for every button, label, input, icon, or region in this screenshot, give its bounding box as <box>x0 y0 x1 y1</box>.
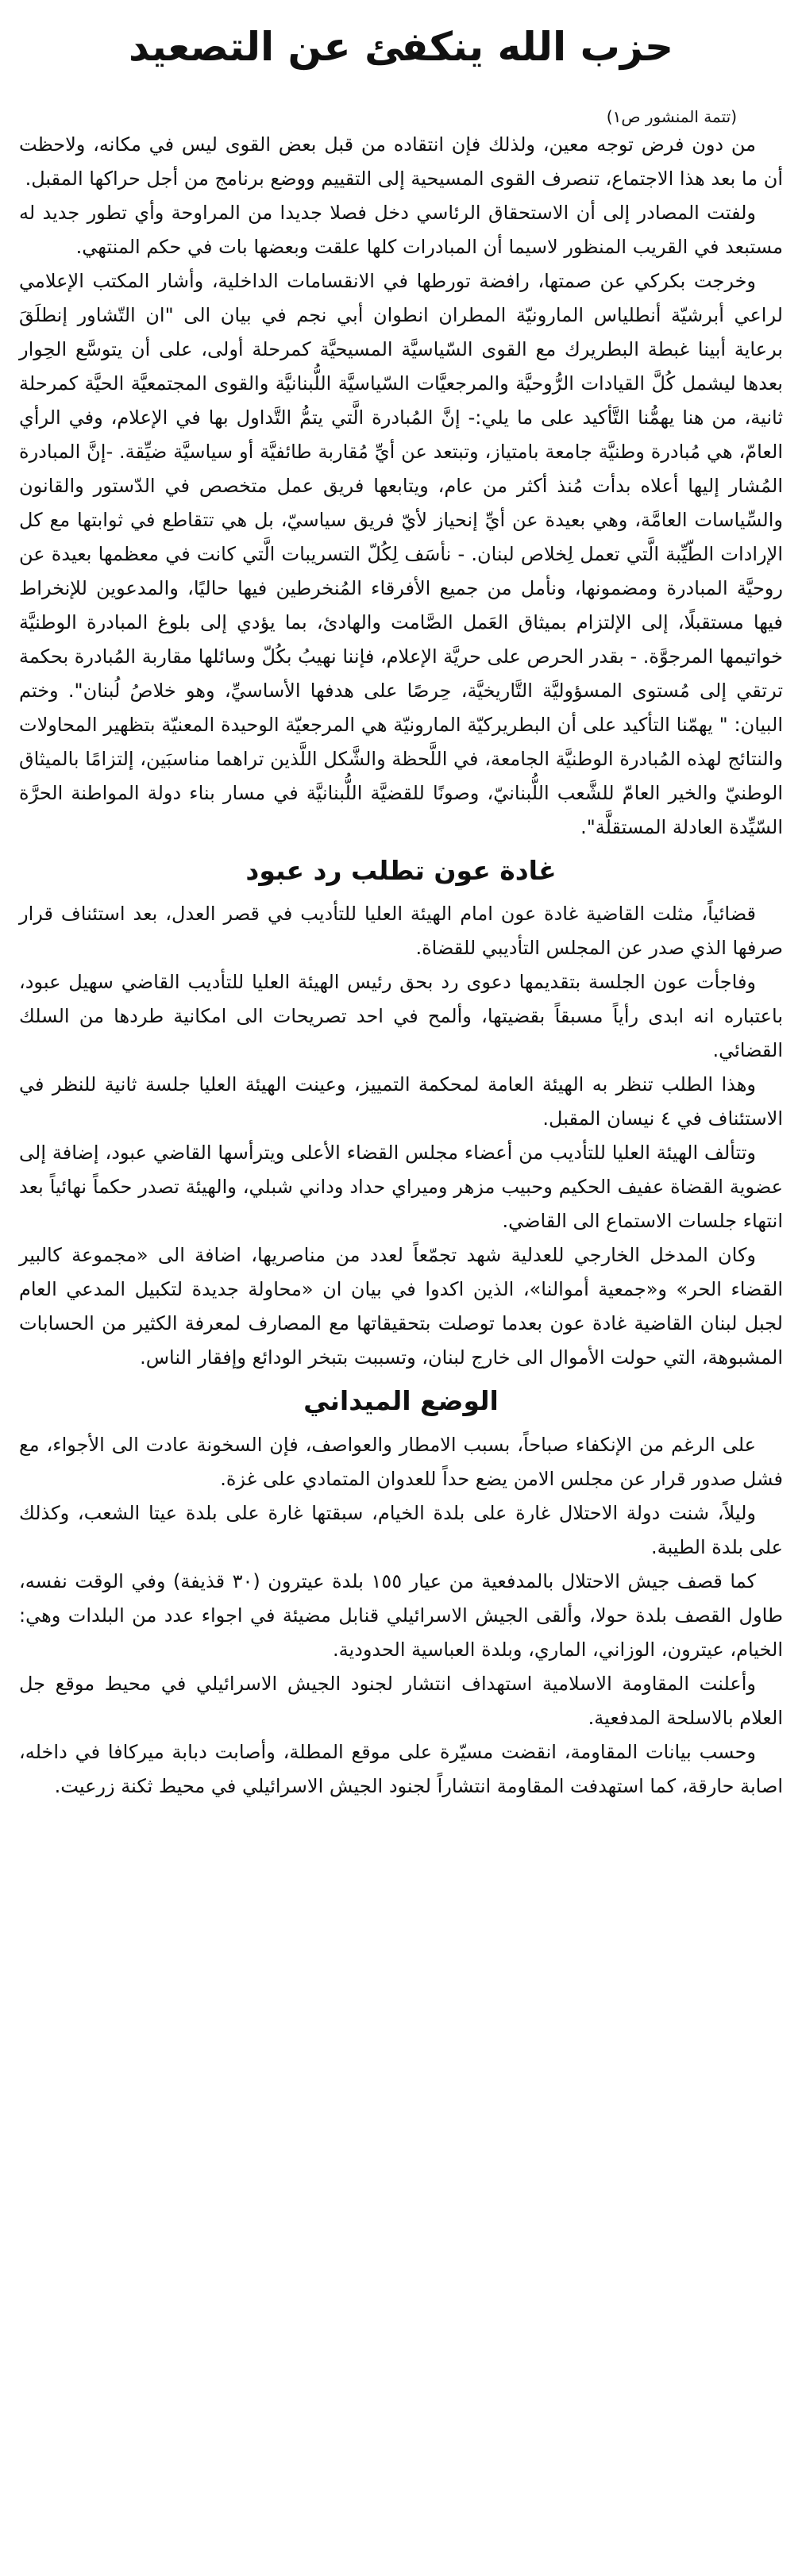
paragraph: وخرجت بكركي عن صمتها، رافضة تورطها في الانقسامات الداخلية، وأشار المكتب الإعلامي لراعي أبرشيّة أنطلياس المارونيّة المطران انطوان أبي نجم في بيان الى "ان التّشاور إنطلَقَ برعاية أبينا غبطة البطريرك مع القوى السّياسيَّة المسيحيَّة كمرحلة أولى، على أن يتوسَّع الحِوار بعدها ليشمل كُلَّ القيادات الرُّوحيَّة والمرجعيَّات السّياسيَّة اللُّبنانيَّة والقوى المجتمعيَّة الحيَّة كمرحلة ثانية، من هنا يهمُّنا التَّأكيد على ما يلي:- إنَّ المُبادرة الَّتي يتمُّ التَّداول بها في الإعلام، وفي الرأي العامّ، هي مُبادرة وطنيَّة جامعة بامتياز، وتبتعد عن أيِّ مُقاربة طائفيَّة أو سياسيَّة ضيِّقة. -إنَّ المبادرة المُشار إليها أعلاه بدأت مُنذ أكثر من عام، ويتابعها فريق عمل متخصص في الدّستور والقانون والسِّياسات العامَّة، وهي بعيدة عن أيِّ إنحياز لأيّ فريق سياسيّ، بل هي تتقاطع في ثوابتها مع كل الإرادات الطّيِّبة الَّتي تعمل لِخلاص لبنان. - نأسَف لِكُلّ التسريبات الَّتي كانت في معظمها بعيدة عن روحيَّة المبادرة ومضمونها، ونأمل من جميع الأفرقاء المُنخرطين فيها حاليًا، والمدعوين للإنخراط فيها مستقبلًا، إلى الإلتزام بميثاق العَمل الصَّامت والهادئ، بما يؤدي إلى بلوغ المبادرة الوطنيَّة خواتيمها المرجوَّة. - بقدر الحرص على حريَّة الإعلام، فإننا نهيبُ بكُلّ وسائلها مقاربة المُبادرة بحكمة ترتقي إلى مُستوى المسؤوليَّة التَّاريخيَّة، حِرصًا على هدفها الأساسيِّ، وهو خلاصُ لُبنان". وختم البيان: " يهمّنا التأكيد على أن البطريركيّة المارونيّة هي المرجعيّة الوحيدة المعنيّة بتظهير المحاولات والنتائج لهذه المُبادرة الوطنيَّة الجامعة، في اللَّحظة والشَّكل اللَّذين تراهما مناسبَين، إلتزامًا بالميثاق الوطنيّ والخير العامّ للشَّعب اللُّبنانيّ، وصونًا للقضيَّة اللُّبنانيَّة في مسار بناء دولة المواطنة الحرَّة السّيِّدة العادلة المستقلَّة". <box>19 269 783 838</box>
paragraph: وأعلنت المقاومة الاسلامية استهداف انتشار لجنود الجيش الاسرائيلي في محيط موقع جل العلام بالاسلحة المدفعية. <box>19 1673 783 1730</box>
article-body <box>19 128 783 845</box>
paragraph: وليلاً، شنت دولة الاحتلال غارة على بلدة الخيام، سبقتها غارة على بلدة عيتا الشعب، وكذلك على بلدة الطيبة. <box>19 1502 783 1559</box>
paragraph: وتتألف الهيئة العليا للتأديب من أعضاء مجلس القضاء الأعلى ويترأسها القاضي عبود، إضافة إلى عضوية القضاة عفيف الحكيم وحبيب مزهر وميراي حداد وداني شبلي، والهيئة تصدر حكماً نهائياً بعد انتهاء جلسات الاستماع الى القاضي. <box>19 1142 783 1233</box>
paragraph: قضائياً، مثلت القاضية غادة عون امام الهيئة العليا للتأديب في قصر العدل، بعد استئناف قرار صرفها الذي صدر عن المجلس التأديبي للقضاة. <box>19 903 783 960</box>
continuation-note: (تتمة المنشور ص١) <box>606 106 737 126</box>
section-body <box>19 897 783 1375</box>
article-headline: حزب الله ينكفئ عن التصعيد <box>129 24 673 70</box>
paragraph: وهذا الطلب تنظر به الهيئة العامة لمحكمة التمييز، وعينت الهيئة العليا جلسة ثانية للنظر في الاستئناف في ٤ نيسان المقبل. <box>19 1073 783 1130</box>
paragraph: كما قصف جيش الاحتلال بالمدفعية من عيار ١٥٥ بلدة عيترون (٣٠ قذيفة) وفي الوقت نفسه، طاول القصف بلدة حولا، وألقى الجيش الاسرائيلي قنابل مضيئة في اجواء عدد من البلدات وهي: الخيام، عيترون، الوزاني، الماري، وبلدة العباسية الحدودية. <box>19 1570 783 1662</box>
section-body <box>19 1428 783 1804</box>
paragraph: وحسب بيانات المقاومة، انقضت مسيّرة على موقع المطلة، وأصابت دبابة ميركافا في داخله، اصابة حارقة، كما استهدفت المقاومة انتشاراً لجنود الجيش الاسرائيلي في محيط ثكنة زرعيت. <box>19 1741 783 1798</box>
paragraph: ولفتت المصادر إلى أن الاستحقاق الرئاسي دخل فصلا جديدا من المراوحة وأي تطور جديد له مستبعد في القريب المنظور لاسيما أن المبادرات كلها علقت وبعضها بات في حكم المنتهي. <box>19 201 783 258</box>
paragraph: على الرغم من الإنكفاء صباحاً، بسبب الامطار والعواصف، فإن السخونة عادت الى الأجواء، مع فشل صدور قرار عن مجلس الامن يضع حداً للعدوان المتمادي على غزة. <box>19 1434 783 1491</box>
paragraph: وفاجأت عون الجلسة بتقديمها دعوى رد بحق رئيس الهيئة العليا للتأديب القاضي سهيل عبود، باعتباره انه ابدى رأياً مسبقاً بقضيتها، وألمح في احد تصريحات الى امكانية طردها من السلك القضائي. <box>19 971 783 1062</box>
section-heading: الوضع الميداني <box>303 1385 499 1417</box>
section-heading: غادة عون تطلب رد عبود <box>245 854 557 886</box>
paragraph: وكان المدخل الخارجي للعدلية شهد تجمّعاً لعدد من مناصريها، اضافة الى «مجموعة كالبير القضاء الحر» و«جمعية أموالنا»، الذين اكدوا في بيان ان «محاولة جديدة لتكبيل المدعي العام لجبل لبنان القاضية غادة عون بعدما توصلت بتحقيقاتها مع المصارف لمعرفة الكثير من الحسابات المشبوهة، التي حولت الأموال الى خارج لبنان، وتسببت بتبخر الودائع وإفقار الناس. <box>19 1244 783 1369</box>
paragraph: من دون فرض توجه معين، ولذلك فإن انتقاده من قبل بعض القوى ليس في مكانه، ولاحظت أن ما بعد هذا الاجتماع، تنصرف القوى المسيحية إلى التقييم ووضع برنامج من أجل حراكها المقبل. <box>19 133 783 190</box>
